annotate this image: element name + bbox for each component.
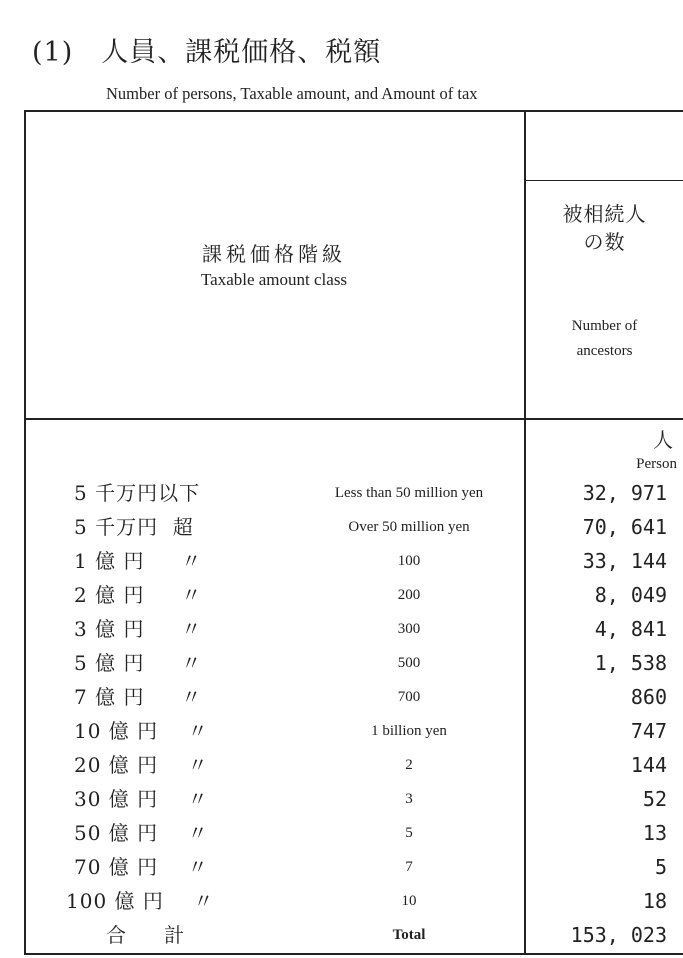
ancestors-header-en-line2: ancestors <box>576 343 633 359</box>
row-ancestors-value: 18 <box>642 889 667 913</box>
row-class-en: 300 <box>397 621 421 637</box>
row-class-ja: 50 億 円 〃 <box>74 821 209 845</box>
table-row <box>24 816 683 850</box>
row-class-ja: 30 億 円 〃 <box>74 787 209 811</box>
ancestors-header-en <box>526 314 683 364</box>
row-class-ja: 5 億 円 〃 <box>74 651 203 675</box>
class-header-en: Taxable amount class <box>200 270 348 289</box>
section-title <box>32 30 381 69</box>
row-ancestors-value: 860 <box>630 685 667 709</box>
row-class-en: 100 <box>397 553 421 569</box>
table-row <box>24 850 683 884</box>
header-divider <box>24 418 683 420</box>
table-row <box>24 544 683 578</box>
ancestors-header-top-rule <box>526 180 683 181</box>
row-ancestors-value: 747 <box>630 719 667 743</box>
row-class-ja: 70 億 円 〃 <box>74 855 209 879</box>
class-header-ja: 課税価格階級 <box>202 242 346 266</box>
total-ancestors-value: 153, 023 <box>570 923 667 947</box>
total-row <box>24 918 683 952</box>
row-class-ja: 5 千万円以下 <box>74 481 201 505</box>
section-subtitle: Number of persons, Taxable amount, and Amount of tax <box>106 84 478 103</box>
row-class-en: 500 <box>397 655 421 671</box>
table-row <box>24 510 683 544</box>
row-class-en: 2 <box>405 757 413 773</box>
table-row <box>24 476 683 510</box>
row-ancestors-value: 13 <box>642 821 667 845</box>
total-label-ja: 合 計 <box>106 923 185 947</box>
row-class-ja: 10 億 円 〃 <box>74 719 209 743</box>
table-row <box>24 748 683 782</box>
row-class-en: 1 billion yen <box>371 723 447 739</box>
row-class-en: 700 <box>397 689 421 705</box>
ancestors-header-ja-line2: の数 <box>583 230 626 254</box>
row-ancestors-value: 70, 641 <box>582 515 667 539</box>
table-row <box>24 680 683 714</box>
row-class-en: 200 <box>397 587 421 603</box>
row-class-ja: 1 億 円 〃 <box>74 549 203 573</box>
row-ancestors-value: 33, 144 <box>582 549 667 573</box>
row-class-en: 7 <box>405 859 413 875</box>
table-row <box>24 884 683 918</box>
table-row <box>24 612 683 646</box>
row-ancestors-value: 144 <box>630 753 667 777</box>
row-ancestors-value: 8, 049 <box>594 583 667 607</box>
table-row <box>24 782 683 816</box>
ancestors-header-en-line1: Number of <box>571 318 638 334</box>
row-class-ja: 2 億 円 〃 <box>74 583 203 607</box>
row-ancestors-value: 32, 971 <box>582 481 667 505</box>
row-ancestors-value: 1, 538 <box>594 651 667 675</box>
row-ancestors-value: 5 <box>654 855 667 879</box>
row-class-ja: 7 億 円 〃 <box>74 685 203 709</box>
unit-label-ja: 人 <box>653 428 673 452</box>
row-class-en: 10 <box>401 893 417 909</box>
row-ancestors-value: 52 <box>642 787 667 811</box>
row-class-en: 3 <box>405 791 413 807</box>
table-row <box>24 714 683 748</box>
row-class-ja: 20 億 円 〃 <box>74 753 209 777</box>
row-class-ja: 5 千万円 超 <box>74 515 194 539</box>
total-label-en: Total <box>392 927 426 943</box>
ancestors-header-ja-line1: 被相続人 <box>562 202 647 226</box>
ancestors-header-ja <box>526 200 683 256</box>
row-class-en: Over 50 million yen <box>348 519 470 535</box>
row-class-en: 5 <box>405 825 413 841</box>
row-class-ja: 100 億 円 〃 <box>66 889 215 913</box>
row-ancestors-value: 4, 841 <box>594 617 667 641</box>
section-number: (1) <box>32 37 74 68</box>
table-row <box>24 578 683 612</box>
unit-label-en: Person <box>636 456 677 472</box>
table-row <box>24 646 683 680</box>
section-title-text: 人員、課税価格、税額 <box>101 37 382 68</box>
row-class-en: Less than 50 million yen <box>334 485 484 501</box>
row-class-ja: 3 億 円 〃 <box>74 617 203 641</box>
